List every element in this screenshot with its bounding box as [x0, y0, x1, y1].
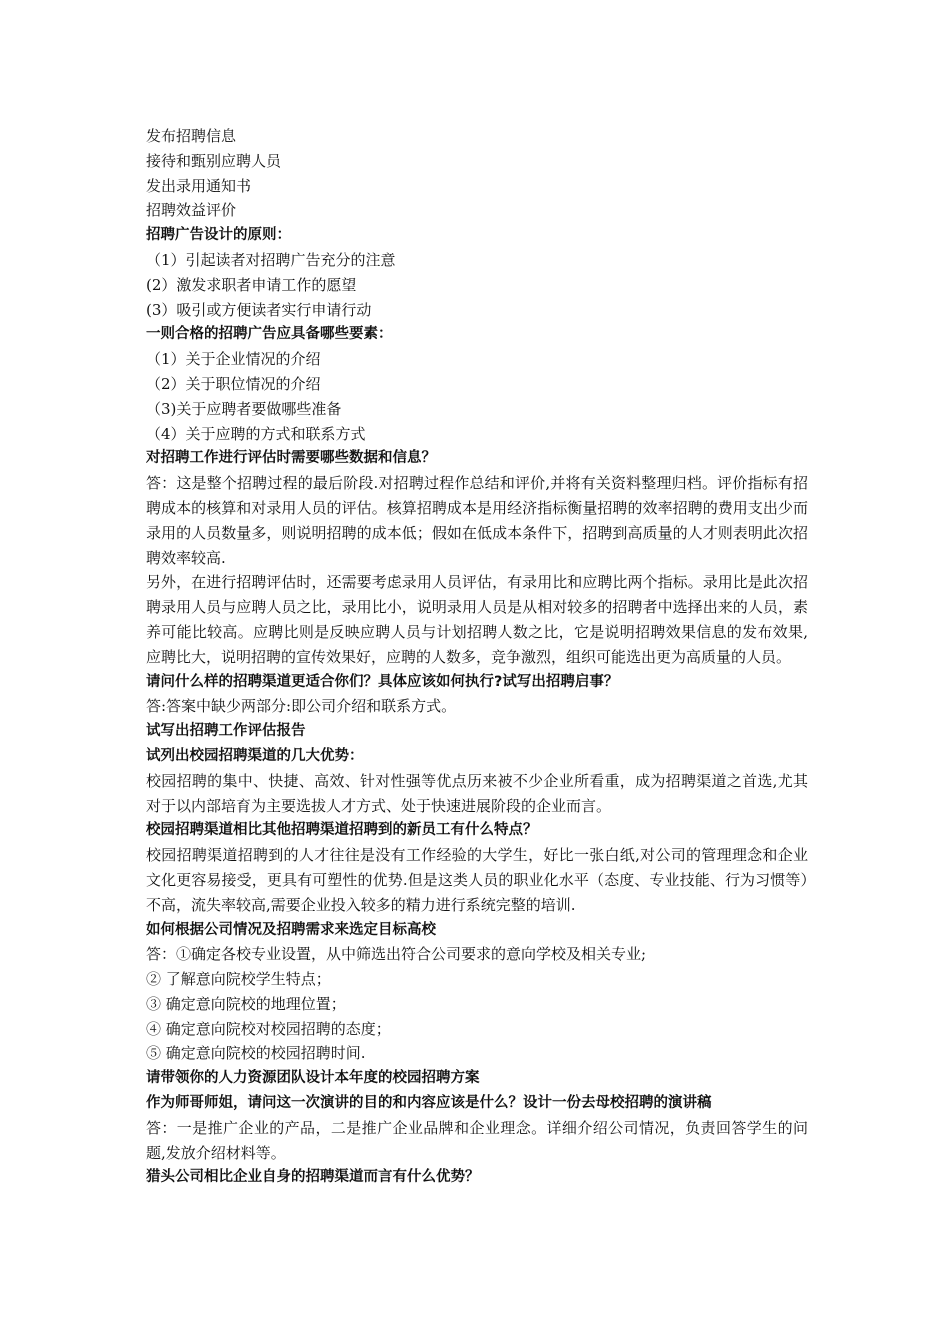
- list-item: ④ 确定意向院校对校园招聘的态度；: [146, 1019, 391, 1038]
- section-heading: 如何根据公司情况及招聘需求来选定目标高校: [146, 921, 436, 938]
- list-item: 答：①确定各校专业设置，从中筛选出符合公司要求的意向学校及相关专业;: [146, 945, 647, 964]
- list-item: 接待和甄别应聘人员: [146, 151, 282, 170]
- section-heading: 试列出校园招聘渠道的几大优势：: [146, 747, 364, 764]
- answer-paragraph: 答：这是整个招聘过程的最后阶段.对招聘过程作总结和评价,并将有关资料整理归档。评价指标有招聘成本的核算和对录用人员的评估。核算招聘成本是用经济指标衡量招聘的效率招聘的费用支出少而录用的人员数量多，则说明招聘的成本低；假如在低成本条件下，招聘到高质量的人才则表明此次招聘效率较高.: [146, 474, 808, 567]
- answer-paragraph: 校园招聘的集中、快捷、高效、针对性强等优点历来被不少企业所看重，成为招聘渠道之首选,尤其对于以内部培育为主要选拔人才方式、处于快速进展阶段的企业而言。: [146, 771, 808, 815]
- list-item: (3）吸引或方便读者实行申请行动: [146, 300, 372, 319]
- list-item: （2）关于职位情况的介绍: [146, 374, 321, 393]
- list-item: ③ 确定意向院校的地理位置；: [146, 994, 346, 1013]
- answer-paragraph: 校园招聘渠道招聘到的人才往往是没有工作经验的大学生，好比一张白纸,对公司的管理理念和企业文化更容易接受，更具有可塑性的优势.但是这类人员的职业化水平（态度、专业技能、行为习惯等）不高，流失率较高,需要企业投入较多的精力进行系统完整的培训.: [146, 846, 808, 914]
- document-page: [146, 124, 808, 1190]
- list-item: ② 了解意向院校学生特点；: [146, 970, 331, 989]
- section-heading: 招聘广告设计的原则：: [146, 227, 291, 244]
- list-item: （4）关于应聘的方式和联系方式: [146, 424, 366, 443]
- list-item: 发布招聘信息: [146, 127, 237, 145]
- section-heading: 对招聘工作进行评估时需要哪些数据和信息？: [146, 450, 436, 467]
- list-item: (2）激发求职者申请工作的愿望: [146, 275, 357, 294]
- answer-paragraph: 答：一是推广企业的产品，二是推广企业品牌和企业理念。详细介绍公司情况，负责回答学生的问题,发放介绍材料等。: [146, 1118, 808, 1162]
- list-item: ⑤ 确定意向院校的校园招聘时间.: [146, 1044, 366, 1063]
- list-item: 发出录用通知书: [146, 176, 252, 195]
- list-item: （3)关于应聘者要做哪些准备: [146, 399, 342, 418]
- answer-line: 答:答案中缺少两部分:即公司介绍和联系方式。: [146, 697, 457, 716]
- section-heading: 一则合格的招聘广告应具备哪些要素：: [146, 326, 393, 343]
- section-heading: 请问什么样的招聘渠道更适合你们？具体应该如何执行?试写出招聘启事？: [146, 673, 619, 690]
- section-heading: 试写出招聘工作评估报告: [146, 723, 306, 740]
- answer-paragraph: 另外，在进行招聘评估时，还需要考虑录用人员评估，有录用比和应聘比两个指标。录用比是此次招聘录用人员与应聘人员之比，录用比小，说明录用人员是从相对较多的招聘者中选择出来的人员，素养可能比较高。应聘比则是反映应聘人员与计划招聘人数之比，它是说明招聘效果信息的发布效果,应聘比大，说明招聘的宣传效果好，应聘的人数多，竞争激烈，组织可能选出更为高质量的人员。: [146, 573, 808, 666]
- section-heading: 校园招聘渠道相比其他招聘渠道招聘到的新员工有什么特点？: [146, 822, 538, 839]
- section-heading: 作为师哥师姐，请问这一次演讲的目的和内容应该是什么？设计一份去母校招聘的演讲稿: [146, 1095, 712, 1112]
- section-heading: 请带领你的人力资源团队设计本年度的校园招聘方案: [146, 1070, 480, 1087]
- section-heading: 猎头公司相比企业自身的招聘渠道而言有什么优势？: [146, 1169, 480, 1186]
- list-item: （1）引起读者对招聘广告充分的注意: [146, 250, 396, 269]
- list-item: （1）关于企业情况的介绍: [146, 350, 321, 369]
- list-item: 招聘效益评价: [146, 201, 237, 220]
